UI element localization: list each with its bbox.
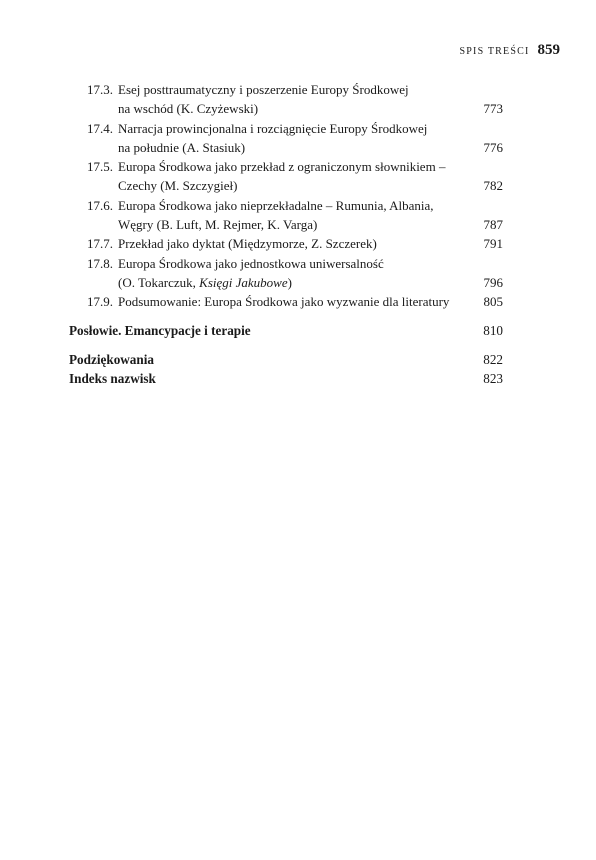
toc-main-page: 822: [483, 351, 503, 367]
toc-entry-17-3: [0, 80, 596, 119]
running-header-section: SPIS TREŚCI: [459, 46, 530, 57]
book-title: Księgi Jakubowe: [199, 274, 288, 290]
toc-entry-title: Przekład jako dyktat (Międzymorze, Z. Szczerek): [118, 236, 377, 252]
toc-entry-number: 17.3.: [87, 82, 113, 97]
toc-main-page: 810: [483, 322, 503, 338]
toc-entry-title: Esej posttraumatyczny i poszerzenie Europy Środkowej na wschód (K. Czyżewski): [118, 82, 409, 117]
toc-entry-number: 17.6.: [87, 197, 113, 213]
toc-entry-number: 17.4.: [87, 120, 113, 136]
toc-entry-number: 17.5.: [87, 159, 113, 175]
page-number: 859: [537, 42, 560, 58]
toc-entry-number: 17.9.: [87, 294, 113, 310]
toc-entry-page: 791: [483, 236, 503, 252]
toc-main-title: Podziękowania: [69, 351, 154, 367]
toc-entry-title: Europa Środkowa jako przekład z ograniczonym słownikiem – Czechy (M. Szczygieł): [118, 159, 446, 194]
toc-entry-number: 17.8.: [87, 255, 113, 271]
toc-main-entry-indeks: [0, 369, 596, 388]
toc-entry-title: Europa Środkowa jako nieprzekładalne – Rumunia, Albania, Węgry (B. Luft, M. Rejmer, K. Varga): [118, 197, 434, 233]
toc-main-entry-podziekowania: [0, 350, 596, 369]
toc-main-entry-poslowie: [0, 321, 596, 340]
toc-entry-title: Podsumowanie: Europa Środkowa jako wyzwanie dla literatury: [118, 294, 450, 310]
toc-main-title: Posłowie. Emancypacje i terapie: [69, 322, 251, 338]
toc-entry-title: Europa Środkowa jako jednostkowa uniwersalność (O. Tokarczuk, Księgi Jakubowe): [118, 255, 384, 290]
toc-entry-17-6: [0, 196, 596, 235]
toc-main-page: 823: [483, 371, 503, 387]
toc-entry-page: 805: [483, 294, 503, 310]
toc-entry-page: 787: [483, 217, 503, 233]
toc-entry-page: 782: [483, 178, 503, 194]
toc-entry-title: Narracja prowincjonalna i rozciągnięcie Europy Środkowej na południe (A. Stasiuk): [118, 120, 428, 155]
toc-entry-page: 773: [483, 101, 503, 117]
toc-entry-page: 776: [483, 139, 503, 155]
toc-entry-number: 17.7.: [87, 236, 113, 252]
toc-main-title: Indeks nazwisk: [69, 371, 156, 387]
toc-entry-17-9: [0, 292, 596, 311]
toc-entry-17-8: [0, 254, 596, 293]
toc-entry-page: 796: [483, 274, 503, 290]
toc-entry-17-7: [0, 234, 596, 253]
running-header: [460, 42, 560, 59]
toc-entry-17-5: [0, 157, 596, 196]
toc-entry-17-4: [0, 119, 596, 158]
table-of-contents: [0, 80, 596, 388]
